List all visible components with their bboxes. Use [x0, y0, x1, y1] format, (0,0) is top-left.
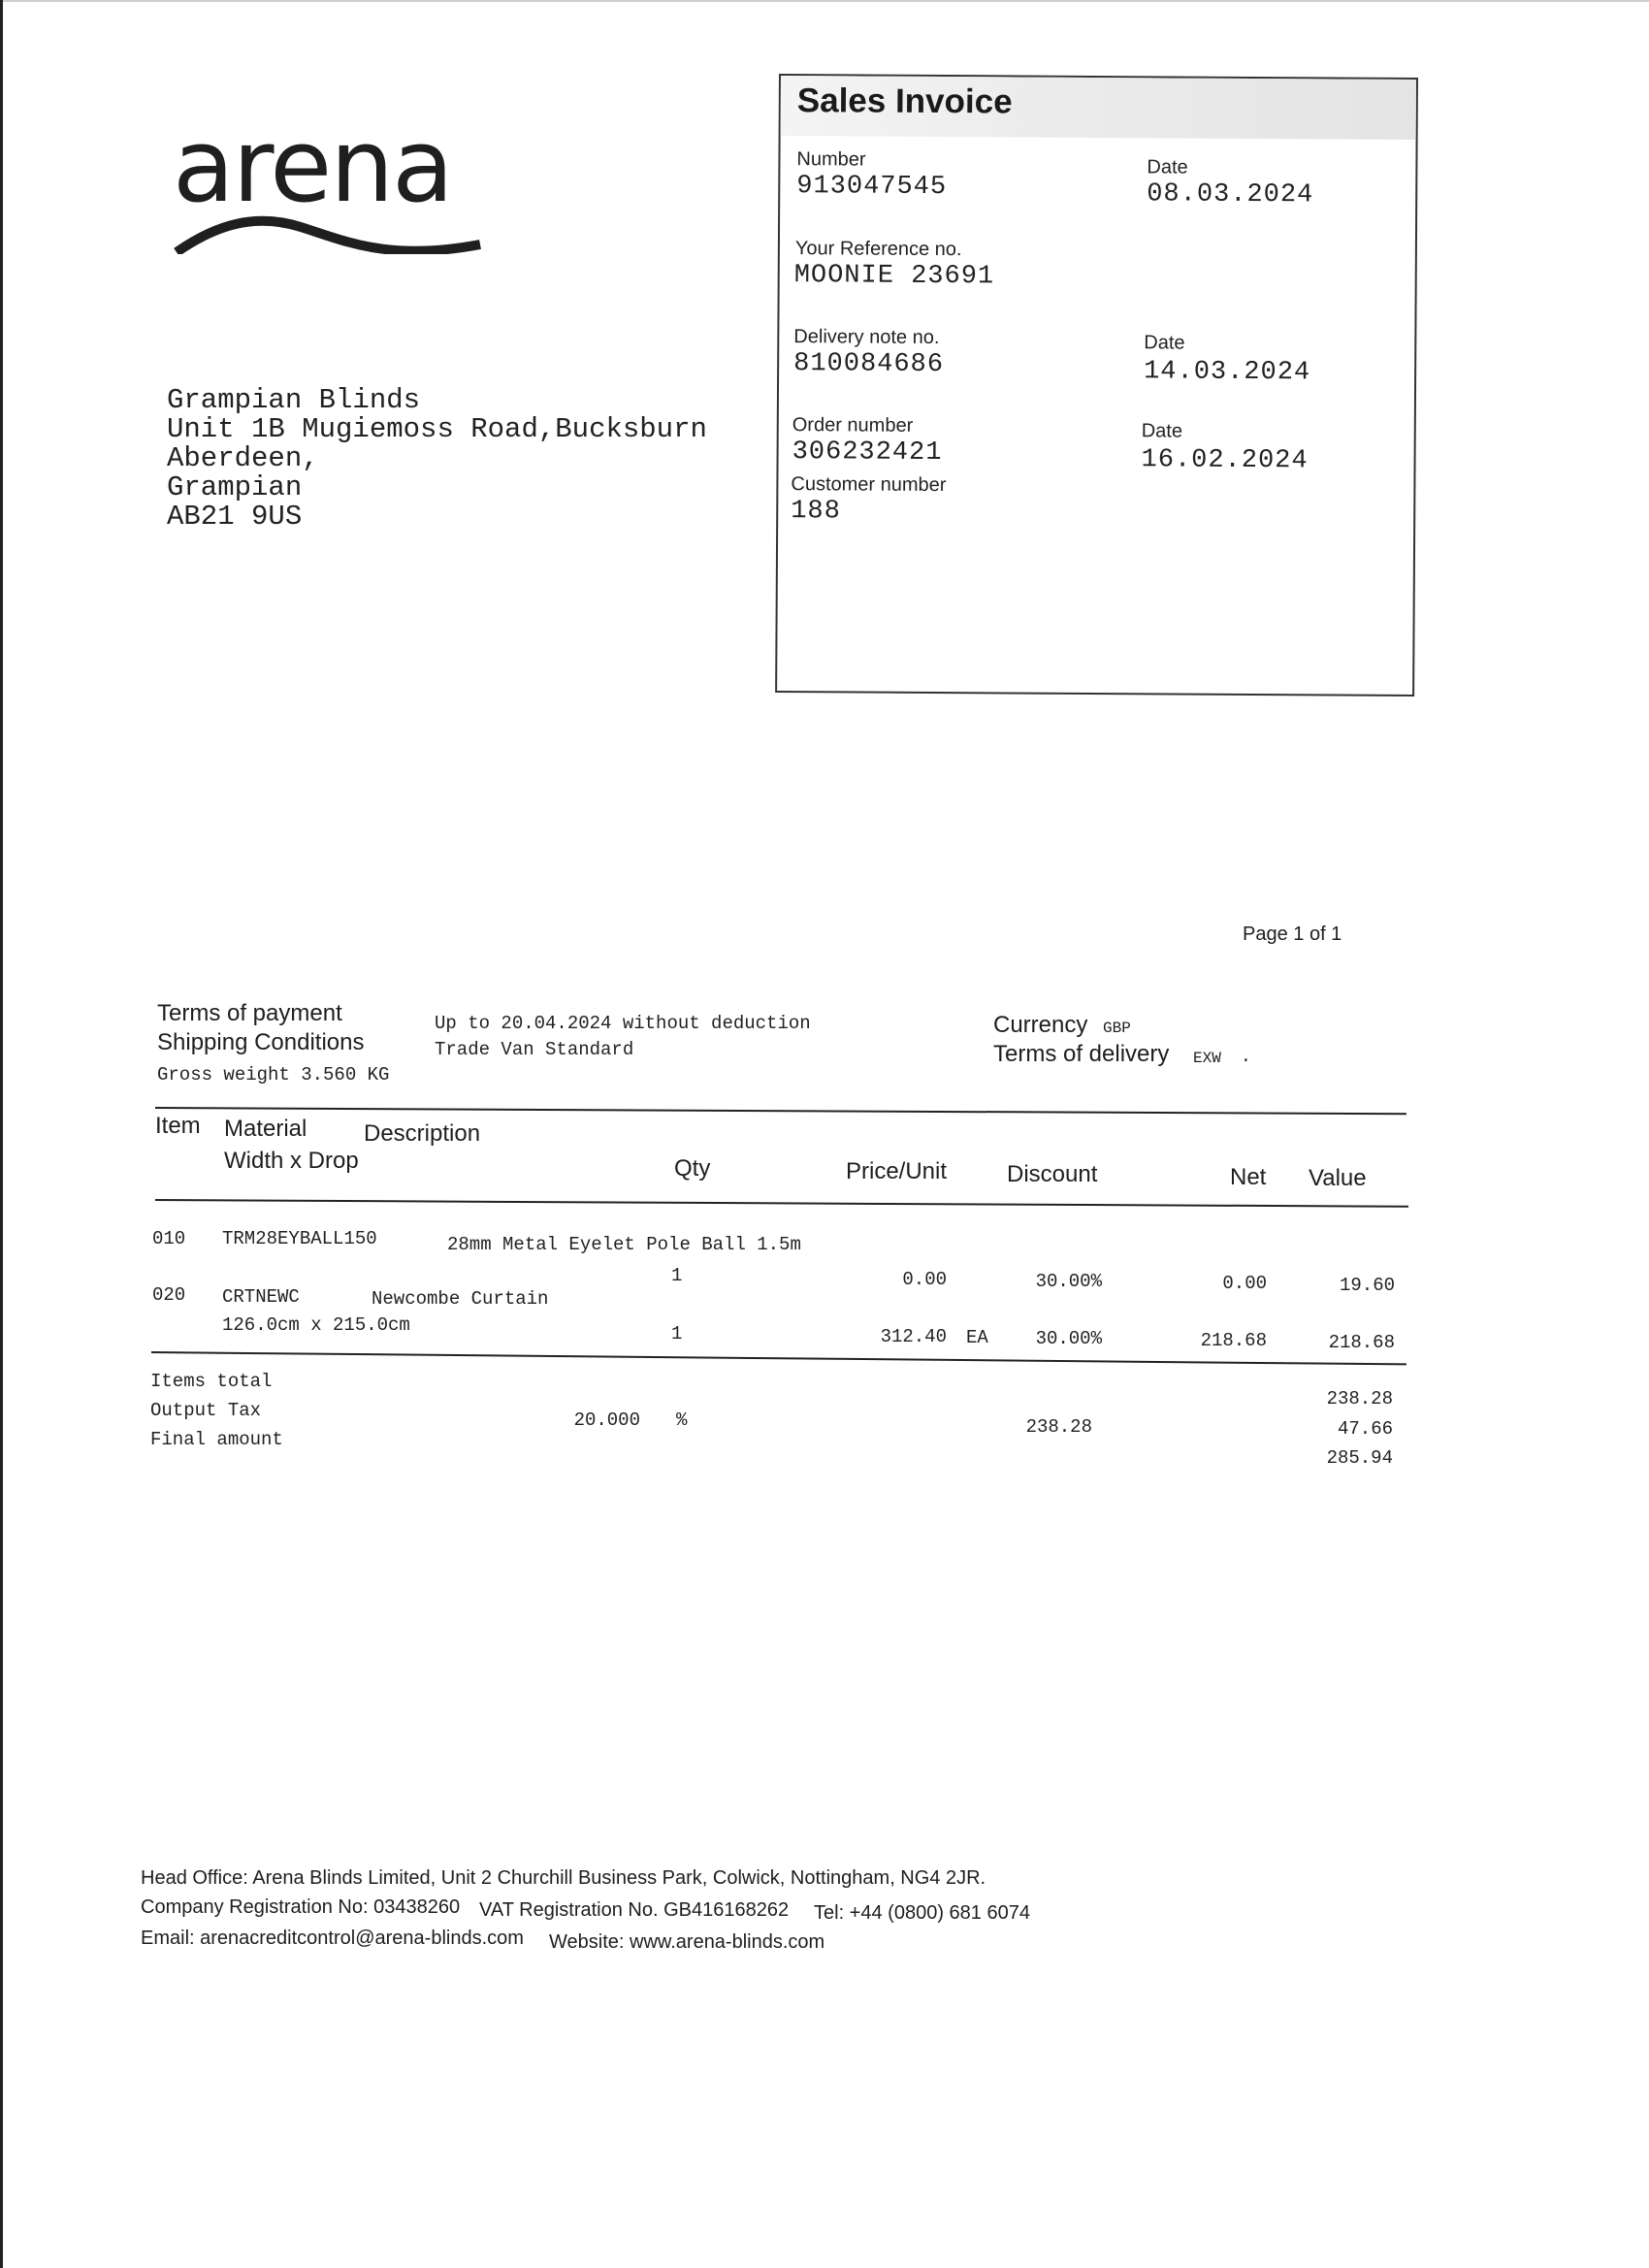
invoice-info-box: [775, 74, 1418, 697]
recipient-city: Aberdeen,: [167, 442, 319, 474]
terms-of-delivery-suffix: .: [1241, 1048, 1251, 1067]
order-number-label: Order number: [792, 414, 914, 437]
final-amount-label: Final amount: [150, 1429, 283, 1450]
footer-company-registration: Company Registration No: 03438260: [141, 1896, 461, 1918]
page-indicator: Page 1 of 1: [1243, 923, 1342, 945]
output-tax-label: Output Tax: [150, 1400, 262, 1421]
footer-telephone: Tel: +44 (0800) 681 6074: [814, 1902, 1030, 1924]
delivery-note-label: Delivery note no.: [793, 326, 940, 349]
output-tax-value: 47.66: [1337, 1418, 1393, 1440]
customer-number: 188: [791, 497, 841, 527]
tax-rate-unit: %: [676, 1409, 688, 1431]
delivery-date-label: Date: [1144, 332, 1185, 354]
order-date-label: Date: [1141, 420, 1183, 442]
terms-of-delivery-label: Terms of delivery: [993, 1041, 1170, 1067]
logo-wordmark: arena: [173, 109, 452, 225]
row-unit: EA: [966, 1327, 988, 1348]
header-material: Material: [224, 1116, 307, 1142]
row-qty: 1: [671, 1265, 683, 1286]
row-qty: 1: [671, 1323, 683, 1345]
logo-wave-icon: [177, 221, 480, 252]
table-bottom-rule: [151, 1351, 1406, 1365]
customer-number-label: Customer number: [791, 473, 947, 497]
row-discount: 30.00%: [1035, 1328, 1102, 1349]
row-item: 010: [152, 1228, 186, 1249]
scan-border-left: [0, 0, 3, 2268]
row-value: 19.60: [1339, 1275, 1395, 1296]
shipping-conditions-value: Trade Van Standard: [435, 1039, 634, 1060]
order-number: 306232421: [792, 437, 943, 469]
footer-head-office: Head Office: Arena Blinds Limited, Unit 2 Churchill Business Park, Colwick, Nottingham, NG4 2JR.: [141, 1867, 986, 1889]
footer-website[interactable]: Website: www.arena-blinds.com: [549, 1931, 825, 1953]
recipient-postcode: AB21 9US: [167, 501, 303, 533]
footer-vat-registration: VAT Registration No. GB416168262: [479, 1899, 790, 1921]
delivery-date: 14.03.2024: [1144, 357, 1311, 388]
invoice-title: Sales Invoice: [796, 81, 1013, 121]
terms-of-delivery-value: EXW: [1193, 1050, 1221, 1067]
recipient-street: Unit 1B Mugiemoss Road,Bucksburn: [167, 413, 707, 445]
row-net: 0.00: [1222, 1273, 1267, 1294]
header-price-unit: Price/Unit: [846, 1158, 948, 1184]
recipient-address: [167, 386, 707, 532]
invoice-date-label: Date: [1147, 156, 1188, 178]
tax-base: 238.28: [1025, 1416, 1092, 1438]
terms-of-payment-label: Terms of payment: [157, 1000, 342, 1026]
table-header-rule: [155, 1199, 1408, 1208]
header-description: Description: [364, 1120, 481, 1147]
arena-logo-icon: [165, 109, 495, 254]
table-top-rule: [155, 1107, 1406, 1115]
header-item: Item: [155, 1113, 201, 1139]
items-total-label: Items total: [150, 1371, 273, 1392]
items-total-value: 238.28: [1326, 1388, 1393, 1409]
row-price: 0.00: [902, 1269, 947, 1290]
header-discount: Discount: [1007, 1161, 1098, 1187]
delivery-note-number: 810084686: [793, 349, 945, 380]
header-net: Net: [1230, 1164, 1267, 1190]
footer-email[interactable]: Email: arenacreditcontrol@arena-blinds.com: [141, 1928, 524, 1949]
gross-weight: Gross weight 3.560 KG: [157, 1064, 390, 1085]
row-width-drop: 126.0cm x 215.0cm: [222, 1314, 410, 1336]
shipping-conditions-label: Shipping Conditions: [157, 1029, 365, 1055]
recipient-region: Grampian: [167, 471, 303, 503]
row-price: 312.40: [880, 1326, 947, 1347]
row-material: TRM28EYBALL150: [222, 1228, 377, 1249]
header-qty: Qty: [674, 1155, 711, 1182]
row-net: 218.68: [1200, 1330, 1267, 1351]
invoice-number-label: Number: [796, 148, 866, 171]
your-reference-label: Your Reference no.: [794, 238, 962, 261]
company-logo: [165, 109, 495, 254]
row-material: CRTNEWC: [222, 1286, 300, 1308]
invoice-date: 08.03.2024: [1147, 179, 1314, 211]
row-value: 218.68: [1328, 1332, 1395, 1353]
final-amount-value: 285.94: [1326, 1447, 1393, 1469]
currency-label: Currency: [993, 1012, 1088, 1038]
header-value: Value: [1309, 1165, 1367, 1191]
your-reference: MOONIE 23691: [793, 261, 995, 292]
scan-border-top: [0, 0, 1649, 2]
terms-of-payment-value: Up to 20.04.2024 without deduction: [435, 1013, 811, 1034]
row-description: Newcombe Curtain: [372, 1288, 549, 1310]
invoice-number: 913047545: [796, 172, 948, 203]
header-width-drop: Width x Drop: [224, 1148, 359, 1174]
recipient-name: Grampian Blinds: [167, 384, 421, 416]
row-description: 28mm Metal Eyelet Pole Ball 1.5m: [447, 1234, 801, 1255]
currency-value: GBP: [1103, 1020, 1131, 1037]
tax-rate: 20.000: [573, 1409, 640, 1431]
row-item: 020: [152, 1284, 186, 1306]
row-discount: 30.00%: [1035, 1271, 1102, 1292]
order-date: 16.02.2024: [1141, 445, 1309, 476]
